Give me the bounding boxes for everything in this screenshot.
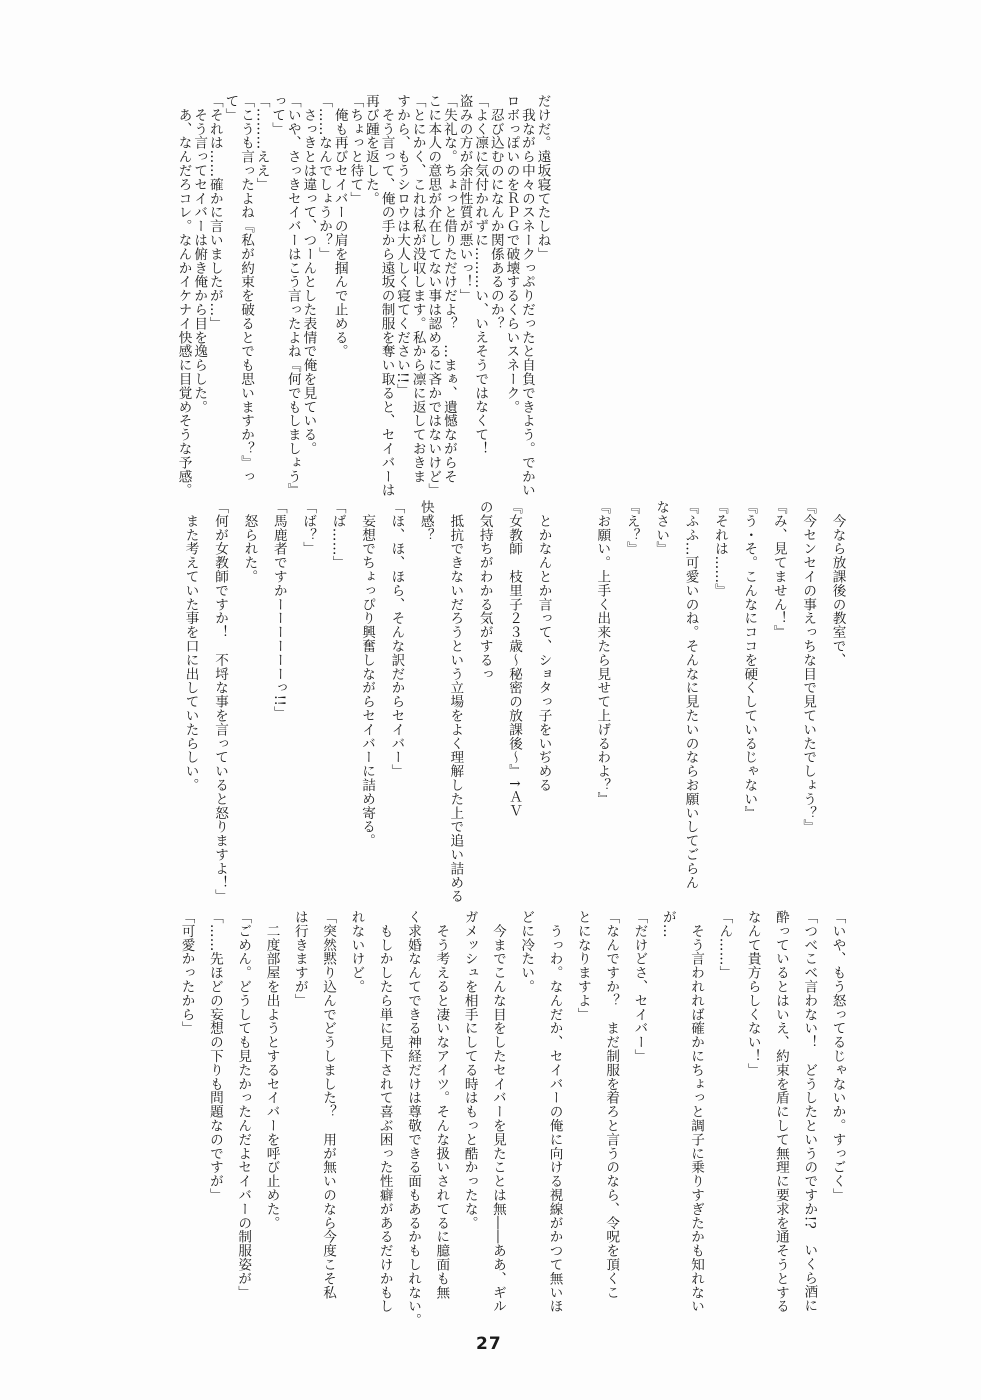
text-block-bottom xyxy=(178,910,846,1327)
text-line: 「ば？」 xyxy=(300,500,317,556)
text-line: 「可愛かったから」 xyxy=(178,910,195,1036)
text-line: って」 xyxy=(269,94,286,136)
text-block-top xyxy=(175,94,551,498)
text-line: れないけど。 xyxy=(348,910,365,994)
text-line: 「いや、さっきセイバーはこう言ったよね『何でもしましょう』 xyxy=(284,94,301,498)
text-line: 「ちょっと待て」 xyxy=(347,94,364,206)
text-line: 盗みの方が余計性質が悪いっ！」 xyxy=(456,94,473,303)
text-line: 「つべこべ言わない！ どうしたというのですか!? いくら酒に xyxy=(801,910,818,1313)
text-line: 「ごめん。どうしても見たかったんだよセイバーの制服姿が」 xyxy=(235,910,252,1300)
text-line: そう言ってセイバーは俯き俺から目を逸らした。 xyxy=(191,94,208,414)
text-line: 「……なんでしょうか？」 xyxy=(316,94,333,261)
text-line: 「いや、もう怒ってるじゃないか。すっごく」 xyxy=(829,910,846,1202)
text-line: 『お願い。上手く出来たら見せて上げるわよ？』 xyxy=(594,500,611,806)
text-line: すから、もうシロウは大人しく寝てください!!」 xyxy=(394,94,411,398)
text-line: さっきとは違って、つーんとした表情で俺を見ている。 xyxy=(300,94,317,456)
text-line: は行きますが」 xyxy=(291,910,308,1008)
page-number: 27 xyxy=(476,1334,502,1354)
text-line: 俺も再びセイバーの肩を掴んで止める。 xyxy=(331,94,348,359)
text-line: うっわ。なんだか、セイバーの俺に向ける視線がかつて無いほ xyxy=(546,910,563,1314)
text-line: とかなんとか言って、ショタっ子をいぢめる xyxy=(535,500,552,792)
text-line: とになりますよ」 xyxy=(574,910,591,1022)
text-line: て」 xyxy=(222,94,239,122)
text-line: だけだ。遠坂寝てたしね」 xyxy=(534,94,551,261)
text-line: く求婚なんてできる神経だけは尊敬できる面もあるかもしれない。 xyxy=(405,910,422,1327)
text-line: 怒られた。 xyxy=(241,500,258,584)
text-line: 忍び込むのになんか関係あるのか？ xyxy=(487,94,504,331)
text-line: 「……先ほどの妄想の下りも問題なのですが」 xyxy=(206,910,223,1202)
text-line: の気持ちがわかる気がするっ xyxy=(476,500,493,681)
text-line: ガメッシュを相手にしてる時はもっと酷かったな。 xyxy=(461,910,478,1230)
text-line: 快感？ xyxy=(417,500,434,542)
text-line: が… xyxy=(659,910,676,938)
text-block-middle xyxy=(182,500,846,904)
text-line: なんて貴方らしくない！」 xyxy=(744,910,761,1077)
text-line: 再び踵を返した。 xyxy=(362,94,379,206)
text-line: そう考えると凄いなアイツ。そんな扱いされてるに臆面も無 xyxy=(433,910,450,1300)
text-line: 『み、見てません！』 xyxy=(770,500,787,639)
text-line: 「だけどさ、セイバー」 xyxy=(631,910,648,1063)
text-line: 「ば……」 xyxy=(329,500,346,570)
text-line: 『今センセイの事えっちな目で見ていたでしょう？』 xyxy=(800,500,817,834)
text-line: こに本人の意思が介在してない事は認めるに吝かではないけど」 xyxy=(425,94,442,498)
text-line: 「なんですか？ まだ制服を着ろと言うのなら、令呪を頂くこ xyxy=(603,910,620,1300)
text-line: 『それは……』 xyxy=(711,500,728,598)
text-line: 『ふふ…可愛いのね。そんなに見たいのならお願いしてごらん xyxy=(682,500,699,890)
text-line: どに冷たい。 xyxy=(518,910,535,994)
text-line: 抵抗できないだろうという立場をよく理解した上で追い詰める xyxy=(447,500,464,904)
text-line: 「とにかく、これは私が没収します。私から凛に返しておきま xyxy=(409,94,426,484)
text-line: 「突然黙り込んでどうしました？ 用が無いのなら今度こそ私 xyxy=(320,910,337,1300)
text-line: 「ん……」 xyxy=(716,910,733,980)
text-line: あ、なんだろコレ。なんかイケナイ快感に目覚めそうな予感。 xyxy=(175,94,192,498)
text-line: 二度部屋を出ようとするセイバーを呼び止めた。 xyxy=(263,910,280,1230)
text-line: 「こうも言ったよね『私が約束を破るとでも思いますか？』っ xyxy=(238,94,255,484)
text-line: 今なら放課後の教室で、 xyxy=(829,500,846,667)
text-line: 「何が女教師ですか！ 不埒な事を言っていると怒りますよ！」 xyxy=(212,500,228,904)
text-line: また考えていた事を口に出していたらしい。 xyxy=(182,500,199,792)
text-line: 「失礼な。ちょっと借りただけだよ？ …まぁ、遺憾ながらそ xyxy=(440,94,457,484)
text-line: 妄想でちょっぴり興奮しながらセイバーに詰め寄る。 xyxy=(359,500,376,848)
text-line: 「それは……確かに言いましたが…」 xyxy=(206,94,223,331)
text-line: 「馬鹿者ですかーーーーーーっ!!」 xyxy=(270,500,287,721)
text-line: もしかしたら単に見下されて喜ぶ困った性癖があるだけかもし xyxy=(376,910,393,1314)
text-line: ロボっぽいのをＲＰＧで破壊するくらいスネーク。 xyxy=(503,94,520,414)
text-line: 「よく凛に気付かれずに………い、いえそうではなくて！ xyxy=(472,94,489,456)
text-line: 「………ええ」 xyxy=(253,94,270,192)
text-line: 酔っているとはいえ、約束を盾にして無理に要求を通そうとする xyxy=(772,910,789,1314)
text-line: 『う・そ。こんなにココを硬くしているじゃない』 xyxy=(741,500,758,820)
text-line: 『女教師 枝里子２３歳～秘密の放課後～』↑ＡＶ xyxy=(506,500,523,818)
text-line: 『え？』 xyxy=(623,500,640,556)
text-line: そう言われれば確かにちょっと調子に乗りすぎたかも知れない xyxy=(688,910,705,1314)
text-line: 今までこんな目をしたセイバーを見たことは無――ああ、ギル xyxy=(489,910,506,1314)
text-line: そう言って、俺の手から遠坂の制服を奪い取ると、セイバーは xyxy=(378,94,395,498)
text-line: なさい』 xyxy=(653,500,670,556)
text-line: 「ほ、ほ、ほら、そんな訳だからセイバー」 xyxy=(388,500,405,778)
text-line: 我ながら中々のスネークっぷりだったと自負できよう。でかい xyxy=(518,94,535,498)
